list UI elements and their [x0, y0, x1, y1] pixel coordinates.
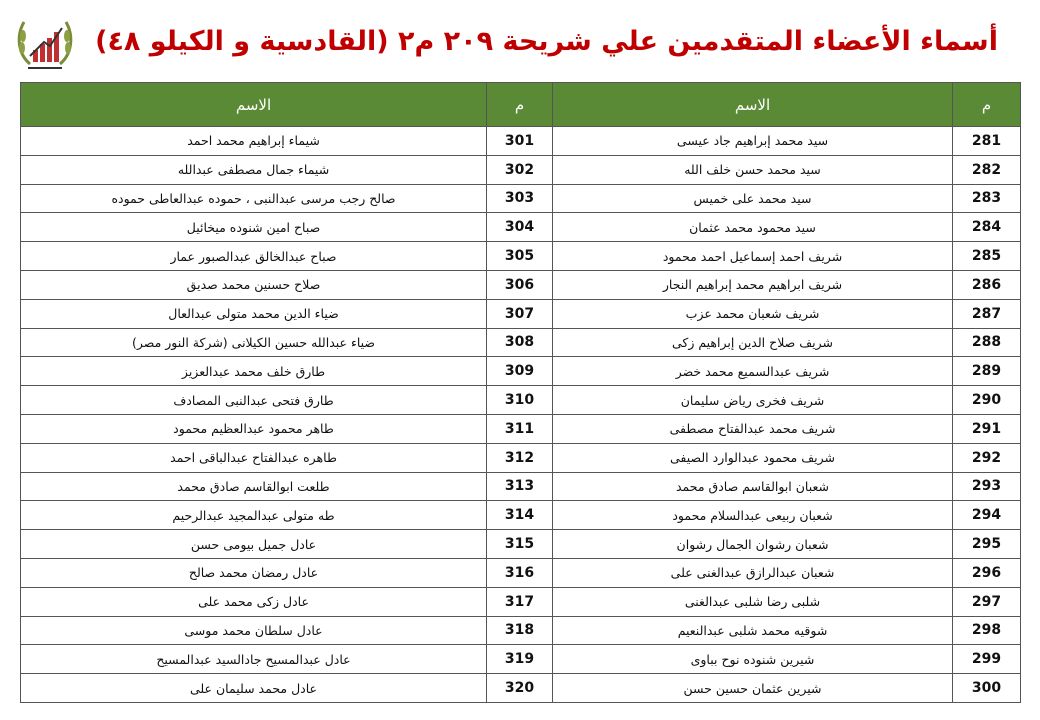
- row-number: 294: [953, 501, 1021, 530]
- member-name: طلعت ابوالقاسم صادق محمد: [21, 472, 487, 501]
- row-number: 307: [487, 299, 553, 328]
- member-name: شعبان ابوالقاسم صادق محمد: [553, 472, 953, 501]
- table-row: [21, 587, 1021, 616]
- member-name: شريف محمد عبدالفتاح مصطفى: [553, 414, 953, 443]
- header-name: الاسم: [553, 83, 953, 127]
- table-row: [21, 155, 1021, 184]
- row-number: 297: [953, 587, 1021, 616]
- row-number: 306: [487, 270, 553, 299]
- row-number: 292: [953, 443, 1021, 472]
- row-number: 319: [487, 645, 553, 674]
- page-title: أسماء الأعضاء المتقدمين علي شريحة ٢٠٩ م٢ (القادسية و الكيلو ٤٨): [95, 26, 998, 57]
- member-name: شعبان عبدالرازق عبدالغنى على: [553, 558, 953, 587]
- member-name: عادل عبدالمسيح جادالسيد عبدالمسيح: [21, 645, 487, 674]
- member-name: ضياء الدين محمد متولى عبدالعال: [21, 299, 487, 328]
- row-number: 284: [953, 213, 1021, 242]
- row-number: 310: [487, 386, 553, 415]
- row-number: 300: [953, 674, 1021, 703]
- row-number: 289: [953, 357, 1021, 386]
- member-name: شريف صلاح الدين إبراهيم زكى: [553, 328, 953, 357]
- table-row: [21, 674, 1021, 703]
- row-number: 308: [487, 328, 553, 357]
- table-row: [21, 645, 1021, 674]
- member-name: سيد محمد على خميس: [553, 184, 953, 213]
- member-name: صالح رجب مرسى عبدالنبى ، حموده عبدالعاطى حموده: [21, 184, 487, 213]
- header-name: الاسم: [21, 83, 487, 127]
- row-number: 309: [487, 357, 553, 386]
- row-number: 303: [487, 184, 553, 213]
- member-name: شريف عبدالسميع محمد خضر: [553, 357, 953, 386]
- member-name: سيد محمد حسن خلف الله: [553, 155, 953, 184]
- row-number: 317: [487, 587, 553, 616]
- table-row: [21, 386, 1021, 415]
- row-number: 296: [953, 558, 1021, 587]
- member-name: صباح عبدالخالق عبدالصبور عمار: [21, 242, 487, 271]
- member-name: طه متولى عبدالمجيد عبدالرحيم: [21, 501, 487, 530]
- member-name: شعبان رشوان الجمال رشوان: [553, 530, 953, 559]
- bar-chart-wreath-icon: [14, 6, 76, 74]
- member-name: طارق خلف محمد عبدالعزيز: [21, 357, 487, 386]
- member-name: عادل سلطان محمد موسى: [21, 616, 487, 645]
- header-num: م: [953, 83, 1021, 127]
- row-number: 291: [953, 414, 1021, 443]
- member-name: صلاح حسنين محمد صديق: [21, 270, 487, 299]
- table-row: [21, 357, 1021, 386]
- row-number: 311: [487, 414, 553, 443]
- member-name: شريف فخرى رياض سليمان: [553, 386, 953, 415]
- member-name: شريف محمود عبدالوارد الصيفى: [553, 443, 953, 472]
- row-number: 318: [487, 616, 553, 645]
- member-name: صباح امين شنوده ميخائيل: [21, 213, 487, 242]
- table-row: [21, 558, 1021, 587]
- row-number: 295: [953, 530, 1021, 559]
- table-row: [21, 328, 1021, 357]
- table-row: [21, 472, 1021, 501]
- row-number: 288: [953, 328, 1021, 357]
- table-row: [21, 414, 1021, 443]
- row-number: 305: [487, 242, 553, 271]
- header: [0, 0, 1040, 82]
- member-name: شريف شعبان محمد عزب: [553, 299, 953, 328]
- member-name: شيرين عثمان حسين حسن: [553, 674, 953, 703]
- row-number: 316: [487, 558, 553, 587]
- row-number: 304: [487, 213, 553, 242]
- table-row: [21, 616, 1021, 645]
- member-name: شريف احمد إسماعيل احمد محمود: [553, 242, 953, 271]
- row-number: 314: [487, 501, 553, 530]
- table-row: [21, 530, 1021, 559]
- member-name: سيد محمود محمد عثمان: [553, 213, 953, 242]
- member-name: طاهر محمود عبدالعظيم محمود: [21, 414, 487, 443]
- table-row: [21, 299, 1021, 328]
- table-row: [21, 501, 1021, 530]
- row-number: 283: [953, 184, 1021, 213]
- member-name: عادل رمضان محمد صالح: [21, 558, 487, 587]
- table-row: [21, 184, 1021, 213]
- row-number: 313: [487, 472, 553, 501]
- member-name: شلبى رضا شلبى عبدالغنى: [553, 587, 953, 616]
- row-number: 315: [487, 530, 553, 559]
- table-row: [21, 127, 1021, 156]
- member-name: عادل جميل بيومى حسن: [21, 530, 487, 559]
- row-number: 282: [953, 155, 1021, 184]
- members-table: [20, 82, 1021, 703]
- row-number: 298: [953, 616, 1021, 645]
- table-row: [21, 443, 1021, 472]
- row-number: 290: [953, 386, 1021, 415]
- member-name: شيماء جمال مصطفى عبدالله: [21, 155, 487, 184]
- row-number: 281: [953, 127, 1021, 156]
- row-number: 312: [487, 443, 553, 472]
- table-header-row: [21, 83, 1021, 127]
- header-num: م: [487, 83, 553, 127]
- member-name: طاهره عبدالفتاح عبدالباقى احمد: [21, 443, 487, 472]
- row-number: 286: [953, 270, 1021, 299]
- row-number: 293: [953, 472, 1021, 501]
- table-row: [21, 213, 1021, 242]
- row-number: 285: [953, 242, 1021, 271]
- table-row: [21, 270, 1021, 299]
- member-name: ضياء عبدالله حسين الكيلانى (شركة النور مصر): [21, 328, 487, 357]
- member-name: شوقيه محمد شلبى عبدالنعيم: [553, 616, 953, 645]
- member-name: طارق فتحى عبدالنبى المصادف: [21, 386, 487, 415]
- member-name: عادل محمد سليمان على: [21, 674, 487, 703]
- member-name: عادل زكى محمد على: [21, 587, 487, 616]
- member-name: شيرين شنوده نوح بباوى: [553, 645, 953, 674]
- row-number: 320: [487, 674, 553, 703]
- row-number: 299: [953, 645, 1021, 674]
- member-name: شعبان ربيعى عبدالسلام محمود: [553, 501, 953, 530]
- member-name: شيماء إبراهيم محمد احمد: [21, 127, 487, 156]
- member-name: شريف ابراهيم محمد إبراهيم النجار: [553, 270, 953, 299]
- member-name: سيد محمد إبراهيم جاد عيسى: [553, 127, 953, 156]
- table-row: [21, 242, 1021, 271]
- row-number: 287: [953, 299, 1021, 328]
- row-number: 302: [487, 155, 553, 184]
- row-number: 301: [487, 127, 553, 156]
